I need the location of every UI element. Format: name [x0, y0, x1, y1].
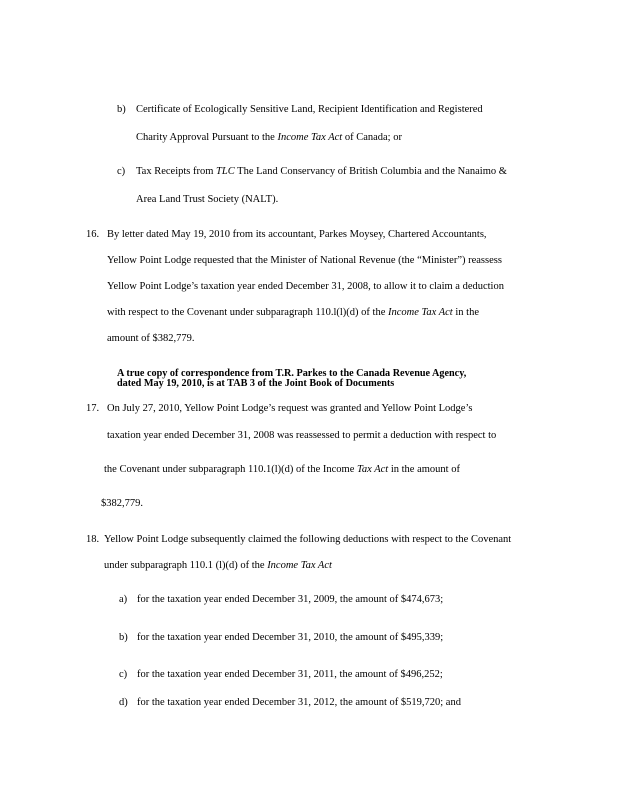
para18-item-d-text: for the taxation year ended December 31, 2012, the amount of $519,720; and	[137, 697, 461, 708]
para18-line2: under subparagraph 110.1 (l)(d) of the Income Tax Act	[104, 560, 332, 571]
para16-line5: amount of $382,779.	[107, 333, 195, 344]
para16-line3: Yellow Point Lodge’s taxation year ended December 31, 2008, to allow it to claim a deduction	[107, 281, 504, 292]
para18-item-b-text: for the taxation year ended December 31, 2010, the amount of $495,339;	[137, 632, 444, 643]
para18-item-a-label: a)	[119, 594, 128, 605]
item-b-line2: Charity Approval Pursuant to the Income Tax Act of Canada; or	[136, 132, 402, 143]
para16-number: 16.	[86, 229, 100, 240]
document-reference-note-line2: dated May 19, 2010, is at TAB 3 of the Joint Book of Documents	[117, 378, 395, 389]
para18-line1: Yellow Point Lodge subsequently claimed the following deductions with respect to the Covenant	[104, 534, 512, 545]
item-b-label: b)	[117, 104, 126, 115]
para16-line2: Yellow Point Lodge requested that the Minister of National Revenue (the “Minister”) reassess	[107, 255, 502, 266]
para17-number: 17.	[86, 403, 100, 414]
item-c-line1: Tax Receipts from TLC The Land Conservancy of British Columbia and the Nanaimo &	[136, 166, 507, 177]
para18-item-a-text: for the taxation year ended December 31, 2009, the amount of $474,673;	[137, 594, 444, 605]
item-b-line1: Certificate of Ecologically Sensitive Land, Recipient Identification and Registered	[136, 104, 483, 115]
para16-line1: By letter dated May 19, 2010 from its accountant, Parkes Moysey, Chartered Accountants,	[107, 229, 487, 240]
document-reference-note-line1: A true copy of correspondence from T.R. Parkes to the Canada Revenue Agency,	[117, 368, 467, 379]
para18-item-d-label: d)	[119, 697, 128, 708]
para18-item-c-text: for the taxation year ended December 31, 2011, the amount of $496,252;	[137, 669, 443, 680]
para17-line2: taxation year ended December 31, 2008 was reassessed to permit a deduction with respect to	[107, 430, 497, 441]
para16-line4: with respect to the Covenant under subparagraph 110.l(l)(d) of the Income Tax Act in the	[107, 307, 479, 318]
item-c-label: c)	[117, 166, 126, 177]
para18-item-c-label: c)	[119, 669, 128, 680]
para17-line3: the Covenant under subparagraph 110.1(l)(d) of the Income Tax Act in the amount of	[104, 464, 460, 475]
para18-item-b-label: b)	[119, 632, 128, 643]
para18-number: 18.	[86, 534, 100, 545]
item-c-line2: Area Land Trust Society (NALT).	[136, 194, 279, 205]
para17-line4: $382,779.	[101, 498, 143, 509]
para17-line1: On July 27, 2010, Yellow Point Lodge’s request was granted and Yellow Point Lodge’s	[107, 403, 473, 414]
